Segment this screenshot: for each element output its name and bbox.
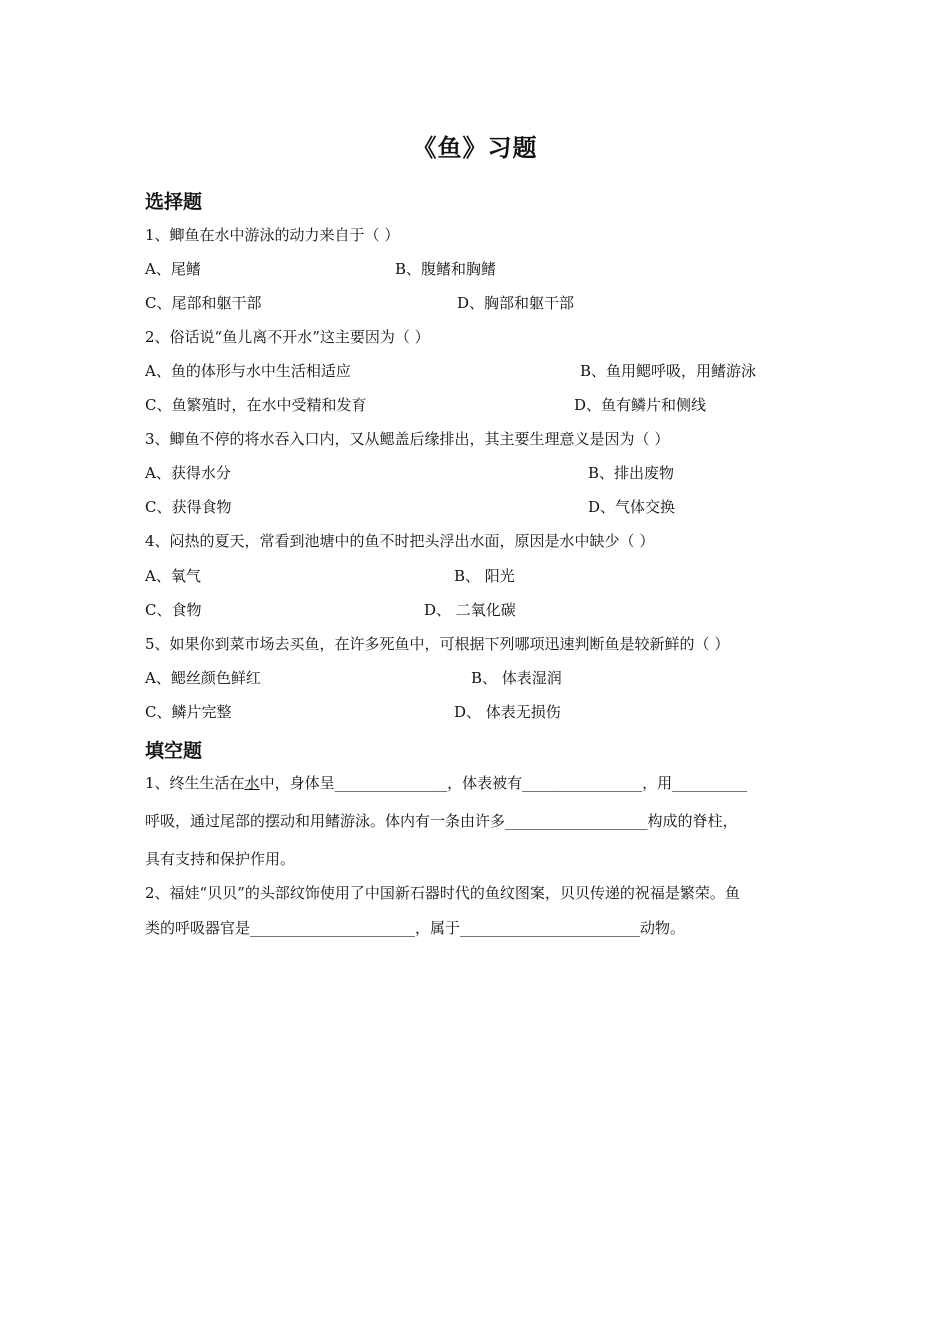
question-3: 3、鲫鱼不停的将水吞入口内，又从鳃盖后缘排出，其主要生理意义是因为（ ） (145, 430, 670, 448)
question-4-option-b: B、 阳光 (454, 567, 515, 585)
question-2-option-b: B、鱼用鳃呼吸，用鳍游泳 (580, 362, 757, 380)
question-2: 2、俗话说“鱼儿离不开水”这主要因为（ ） (145, 328, 430, 346)
question-4: 4、闷热的夏天，常看到池塘中的鱼不时把头浮出水面，原因是水中缺少（ ） (145, 532, 655, 550)
section-heading-fill: 填空题 (145, 740, 203, 762)
fill-question-2-line-1: 2、福娃“贝贝”的头部纹饰使用了中国新石器时代的鱼纹图案，贝贝传递的祝福是繁荣。鱼 (145, 884, 740, 902)
fill-question-1-line-2: 呼吸，通过尾部的摆动和用鳍游泳。体内有一条由许多___________________构成的脊柱， (145, 812, 738, 830)
fill-question-1-line-1 (145, 773, 747, 793)
question-1-option-a: A、尾鳍 (145, 260, 201, 278)
question-3-option-a: A、获得水分 (145, 464, 231, 482)
question-1-option-c: C、尾部和躯干部 (145, 294, 262, 312)
section-heading-choice: 选择题 (145, 191, 203, 213)
question-2-option-a: A、鱼的体形与水中生活相适应 (145, 362, 351, 380)
page-title: 《鱼》习题 (412, 134, 538, 162)
question-5-option-c: C、鳞片完整 (145, 703, 232, 721)
question-5-option-b: B、 体表湿润 (471, 669, 562, 687)
question-5-option-a: A、鳃丝颜色鲜红 (145, 669, 261, 687)
question-1-option-d: D、胸部和躯干部 (457, 294, 575, 312)
fill-q1-underlined-water: 水 (244, 774, 260, 792)
question-4-option-d: D、 二氧化碳 (424, 601, 516, 619)
question-1: 1、鲫鱼在水中游泳的动力来自于（ ） (145, 226, 400, 244)
question-5: 5、如果你到菜市场去买鱼，在许多死鱼中，可根据下列哪项迅速判断鱼是较新鲜的（ ） (145, 635, 730, 653)
question-4-option-a: A、氧气 (145, 567, 201, 585)
question-4-option-c: C、食物 (145, 601, 202, 619)
fill-q1-text-b: 中，身体呈_______________，体表被有________________，用__________ (259, 774, 748, 792)
fill-q1-text-a: 1、终生生活在 (145, 774, 245, 792)
question-2-option-c: C、鱼繁殖时，在水中受精和发育 (145, 396, 367, 414)
question-3-option-b: B、排出废物 (588, 464, 675, 482)
fill-question-1-line-3: 具有支持和保护作用。 (145, 850, 296, 868)
question-1-option-b: B、腹鳍和胸鳍 (395, 260, 497, 278)
question-2-option-d: D、鱼有鳞片和侧线 (574, 396, 707, 414)
question-3-option-c: C、获得食物 (145, 498, 232, 516)
question-5-option-d: D、 体表无损伤 (454, 703, 561, 721)
fill-question-2-line-2: 类的呼吸器官是______________________，属于________________________动物。 (145, 919, 686, 937)
question-3-option-d: D、气体交换 (588, 498, 676, 516)
